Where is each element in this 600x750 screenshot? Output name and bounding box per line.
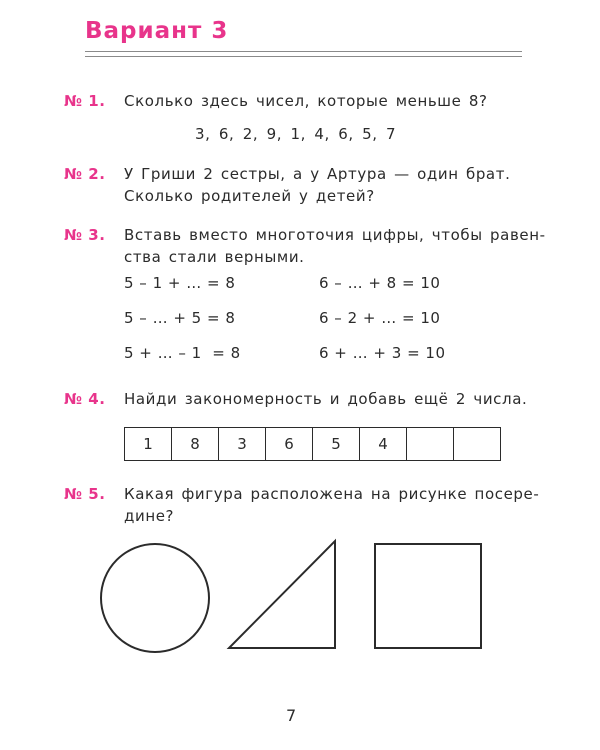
- sequence-cell-5: 5: [313, 428, 360, 461]
- task-2-text-line-1: У Гриши 2 сестры, а у Артура — один брат.: [124, 165, 511, 183]
- equation-right-2: 6 – 2 + … = 10: [319, 309, 441, 327]
- equation-left-2: 5 – … + 5 = 8: [124, 309, 236, 327]
- sequence-cell-4: 6: [266, 428, 313, 461]
- equation-right-1: 6 – … + 8 = 10: [319, 274, 441, 292]
- sequence-cell-3: 3: [219, 428, 266, 461]
- task-4-number: № 4.: [64, 390, 106, 408]
- task-5-text-line-1: Какая фигура расположена на рисунке посере-: [124, 485, 540, 503]
- task-1-text: Сколько здесь чисел, которые меньше 8?: [124, 92, 488, 110]
- task-5-number: № 5.: [64, 485, 106, 503]
- page-title: Вариант 3: [85, 18, 229, 44]
- task-4-text: Найди закономерность и добавь ещё 2 числа.: [124, 390, 528, 408]
- task-1-number: № 1.: [64, 92, 106, 110]
- sequence-cell-6: 4: [360, 428, 407, 461]
- sequence-cell-1: 1: [125, 428, 172, 461]
- task-2-number: № 2.: [64, 165, 106, 183]
- task-2-text-line-2: Сколько родителей у детей?: [124, 187, 375, 205]
- circle-figure: [101, 544, 209, 652]
- page-number: 7: [286, 706, 297, 725]
- triangle-figure: [229, 541, 335, 648]
- equation-left-3: 5 + … – 1 = 8: [124, 344, 241, 362]
- task-3-number: № 3.: [64, 226, 106, 244]
- task-3-text-line-1: Вставь вместо многоточия цифры, чтобы равен-: [124, 226, 546, 244]
- task-1-numbers: 3, 6, 2, 9, 1, 4, 6, 5, 7: [195, 125, 397, 143]
- task-5-text-line-2: дине?: [124, 507, 175, 525]
- task-3-text-line-2: ства стали верными.: [124, 248, 305, 266]
- equation-right-3: 6 + … + 3 = 10: [319, 344, 446, 362]
- sequence-cell-2: 8: [172, 428, 219, 461]
- square-figure: [375, 544, 481, 648]
- equation-left-1: 5 – 1 + … = 8: [124, 274, 236, 292]
